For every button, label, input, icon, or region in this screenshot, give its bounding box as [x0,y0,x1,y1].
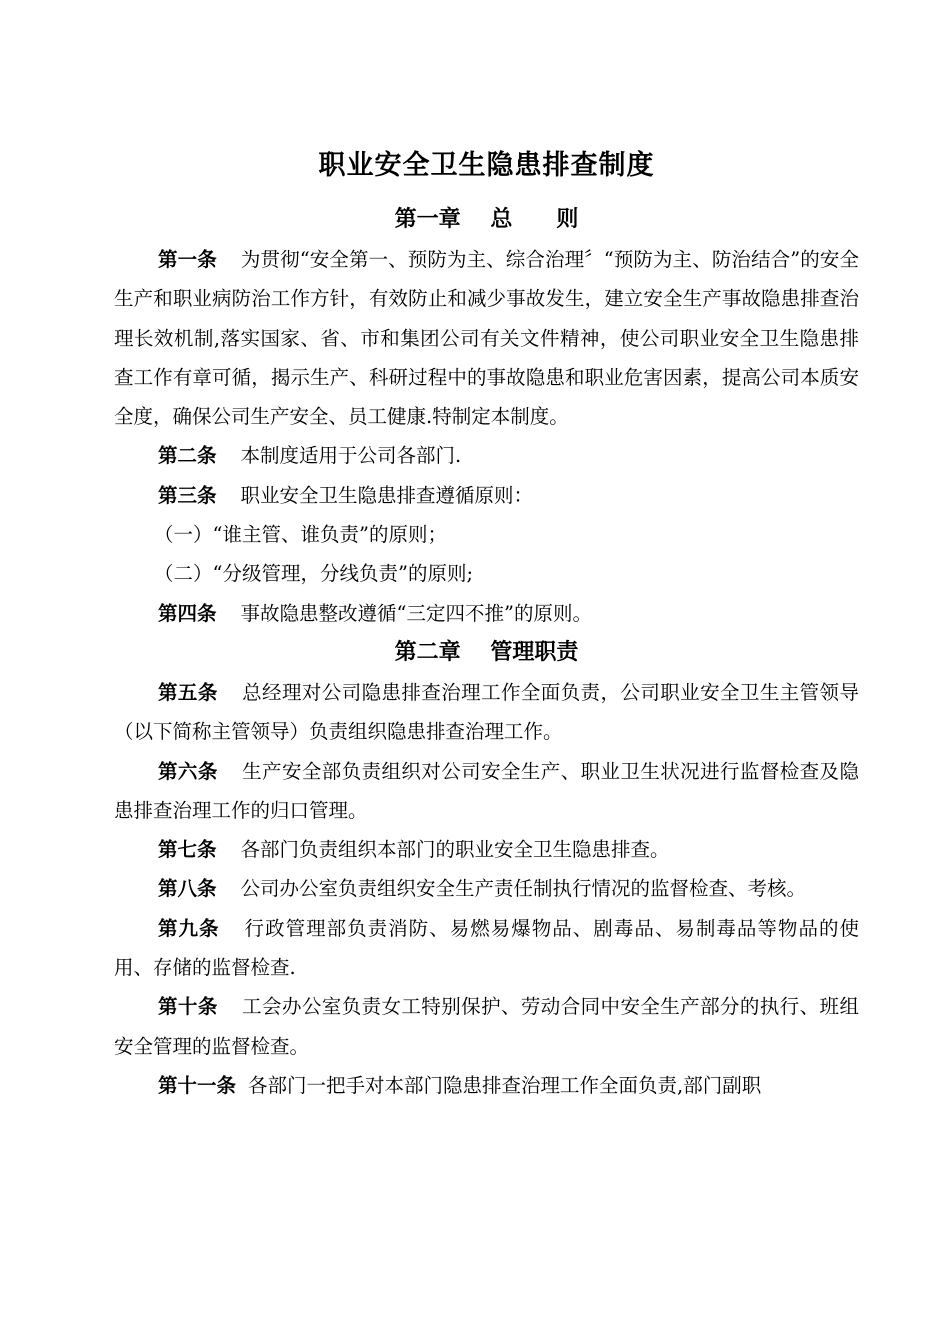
principle-item-2 [114,554,859,593]
article-3 [114,476,859,515]
article-7 [114,830,859,869]
document-page [114,148,859,1105]
document-title: 职业安全卫生隐患排查制度 [318,150,655,181]
article-text: 公司办公室负责组织安全生产责任制执行情况的监督检查、考核。 [240,877,807,901]
article-5 [114,673,859,752]
principle-text: （一）“谁主管、谁负责”的原则； [154,523,447,547]
article-text: 本制度适用于公司各部门. [240,444,462,468]
article-text: 总经理对公司隐患排查治理工作全面负责，公司职业安全卫生主管领导（以下简称主管领导）负责组织隐患排查治理工作。 [114,680,859,744]
article-label: 第九条 [158,916,220,940]
article-label: 第一条 [158,248,217,271]
principle-text: （二）“分级管理，分线负责”的原则; [154,562,474,586]
article-9 [114,909,859,988]
article-label: 第五条 [158,680,218,704]
article-label: 第七条 [158,838,217,862]
article-6 [114,752,859,831]
article-8 [114,869,859,908]
article-label: 第十条 [158,995,218,1019]
article-4 [114,594,859,633]
chapter-1-heading: 第一章 总 则 [394,207,579,232]
article-text: 工会办公室负责女工特别保护、劳动合同中安全生产部分的执行、班组安全管理的监督检查。 [114,995,859,1058]
article-text: 生产安全部负责组织对公司安全生产、职业卫生状况进行监督检查及隐患排查治理工作的归口管理。 [114,759,859,822]
article-text: 事故隐患整改遵循“三定四不推”的原则。 [240,601,592,625]
article-text: 各部门负责组织本部门的职业安全卫生隐患排查。 [240,838,670,862]
article-text: 为贯彻“安全第一、预防为主、综合治理〞“预防为主、防治结合”的安全生产和职业病防治工作方针，有效防止和减少事故发生，建立安全生产事故隐患排查治理长效机制,落实国家、省、市和集团公司有关文件精神，使公司职业安全卫生隐患排查工作有章可循，揭示生产、科研过程中的事故隐患和职业危害因素，提高公司本质安全度，确保公司生产安全、员工健康.特制定本制度。 [114,248,859,429]
article-10 [114,987,859,1066]
article-text: 职业安全卫生隐患排查遵循原则： [240,483,534,507]
chapter-2-heading: 第二章 管理职责 [394,639,579,665]
article-2 [114,436,859,475]
article-text: 行政管理部负责消防、易燃易爆物品、剧毒品、易制毒品等物品的使用、存储的监督检查. [114,916,859,980]
article-11 [114,1066,859,1105]
article-label: 第八条 [158,877,217,901]
article-1 [114,240,859,436]
article-label: 第六条 [158,759,218,783]
principle-item-1 [114,515,859,554]
article-label: 第三条 [158,483,217,507]
article-text: 各部门一把手对本部门隐患排查治理工作全面负责,部门副职 [248,1073,762,1097]
article-label: 第二条 [158,444,217,468]
article-label: 第十一条 [158,1073,237,1097]
article-label: 第四条 [158,601,217,625]
